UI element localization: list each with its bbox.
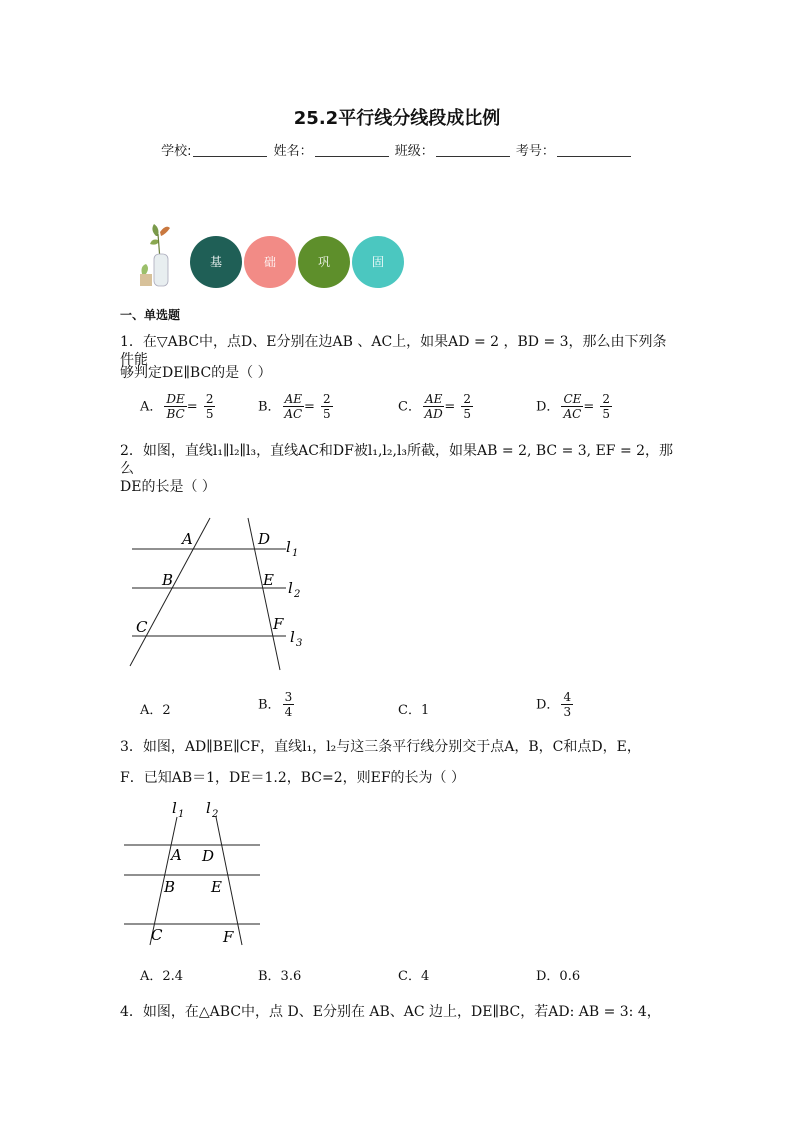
q3-label-d: D bbox=[202, 847, 215, 865]
q4-line1: 4．如图，在△ABC中，点 D、E分别在 AB、AC 边上，DE∥BC，若AD: AB = 3: 4， bbox=[120, 1004, 661, 1020]
q2-line1: 2．如图，直线l₁∥l₂∥l₃，直线AC和DF被l₁,l₂,l₃所截，如果AB = 2, BC = 3, EF = 2，那么 bbox=[120, 443, 674, 477]
school-blank[interactable] bbox=[193, 144, 267, 157]
class-label: 班级： bbox=[394, 144, 434, 159]
q2-label-l3-sub: 3 bbox=[296, 638, 303, 649]
q2-label-l2: l bbox=[288, 579, 293, 597]
q1-option-b[interactable]: B． $\frac{AE}{AC}$ = $\frac{2}{5}$ bbox=[258, 392, 331, 421]
q2-figure bbox=[120, 512, 320, 672]
q2-label-l2-sub: 2 bbox=[294, 589, 301, 600]
q2-label-f: F bbox=[273, 615, 284, 633]
q2-option-c[interactable]: C．1 bbox=[398, 703, 430, 718]
q1-line2: 够判定DE∥BC的是（ ） bbox=[120, 365, 272, 381]
q2-label-l1-sub: 1 bbox=[292, 548, 299, 559]
basic-consolidation-banner bbox=[136, 222, 416, 292]
q3-label-l2: l bbox=[206, 799, 211, 817]
q3-line2: F．已知AB＝1，DE＝1.2，BC=2，则EF的长为（ ） bbox=[120, 770, 466, 786]
q2-label-l1: l bbox=[286, 538, 291, 556]
q3-label-e: E bbox=[211, 878, 222, 896]
q3-label-c: C bbox=[151, 926, 163, 944]
page-title: 25.2平行线分线段成比例 bbox=[293, 108, 501, 129]
q3-label-l1: l bbox=[172, 799, 177, 817]
circle-chu: 础 bbox=[244, 236, 296, 288]
q2-transversal-ac bbox=[130, 518, 210, 666]
q2-label-b: B bbox=[162, 571, 174, 589]
q1-option-d[interactable]: D． $\frac{CE}{AC}$ = $\frac{2}{5}$ bbox=[536, 392, 611, 421]
q2-label-a: A bbox=[182, 530, 193, 548]
section-heading: 一、单选题 bbox=[120, 308, 181, 322]
q2-label-d: D bbox=[258, 530, 271, 548]
number-label: 考号： bbox=[515, 144, 555, 159]
number-blank[interactable] bbox=[557, 144, 631, 157]
q3-options bbox=[120, 968, 680, 988]
school-label: 学校: bbox=[161, 144, 192, 159]
q3-line1: 3．如图，AD∥BE∥CF，直线l₁，l₂与这三条平行线分别交于点A，B，C和点D，E， bbox=[120, 739, 641, 755]
q3-figure bbox=[120, 795, 270, 953]
q2-label-e: E bbox=[263, 571, 274, 589]
q3-option-d[interactable]: D．0.6 bbox=[536, 969, 581, 984]
q3-option-c[interactable]: C．4 bbox=[398, 969, 430, 984]
q2-option-b[interactable]: B． $\frac{3}{4}$ bbox=[258, 690, 293, 719]
q3-label-b: B bbox=[164, 878, 176, 896]
q1-line1: 1．在▽ABC中，点D、E分别在边AB 、AC上，如果AD = 2 ，BD = 3，那么由下列条件能 bbox=[120, 334, 667, 368]
circle-gu: 固 bbox=[352, 236, 404, 288]
q3-label-f: F bbox=[223, 928, 234, 946]
q3-label-a: A bbox=[171, 846, 182, 864]
q2-line2: DE的长是（ ） bbox=[120, 479, 216, 495]
circle-ji: 基 bbox=[190, 236, 242, 288]
q2-option-d[interactable]: D． $\frac{4}{3}$ bbox=[536, 690, 572, 719]
q1-options bbox=[120, 392, 680, 428]
q2-label-c: C bbox=[136, 618, 148, 636]
name-blank[interactable] bbox=[315, 144, 389, 157]
q3-label-l1-sub: 1 bbox=[178, 809, 185, 820]
plant-vase-icon bbox=[136, 222, 186, 292]
q3-label-l2-sub: 2 bbox=[212, 809, 219, 820]
name-label: 姓名： bbox=[273, 144, 313, 159]
q2-option-a[interactable]: A．2 bbox=[140, 703, 171, 718]
q1-option-c[interactable]: C． $\frac{AE}{AD}$ = $\frac{2}{5}$ bbox=[398, 392, 472, 421]
q1-option-a[interactable]: A． $\frac{DE}{BC}$ = $\frac{2}{5}$ bbox=[140, 392, 214, 421]
q2-label-l3: l bbox=[290, 628, 295, 646]
q3-option-a[interactable]: A．2.4 bbox=[140, 969, 184, 984]
q3-option-b[interactable]: B．3.6 bbox=[258, 969, 302, 984]
circle-gong: 巩 bbox=[298, 236, 350, 288]
q2-options bbox=[120, 690, 680, 726]
student-info-line bbox=[0, 140, 794, 159]
class-blank[interactable] bbox=[436, 144, 510, 157]
